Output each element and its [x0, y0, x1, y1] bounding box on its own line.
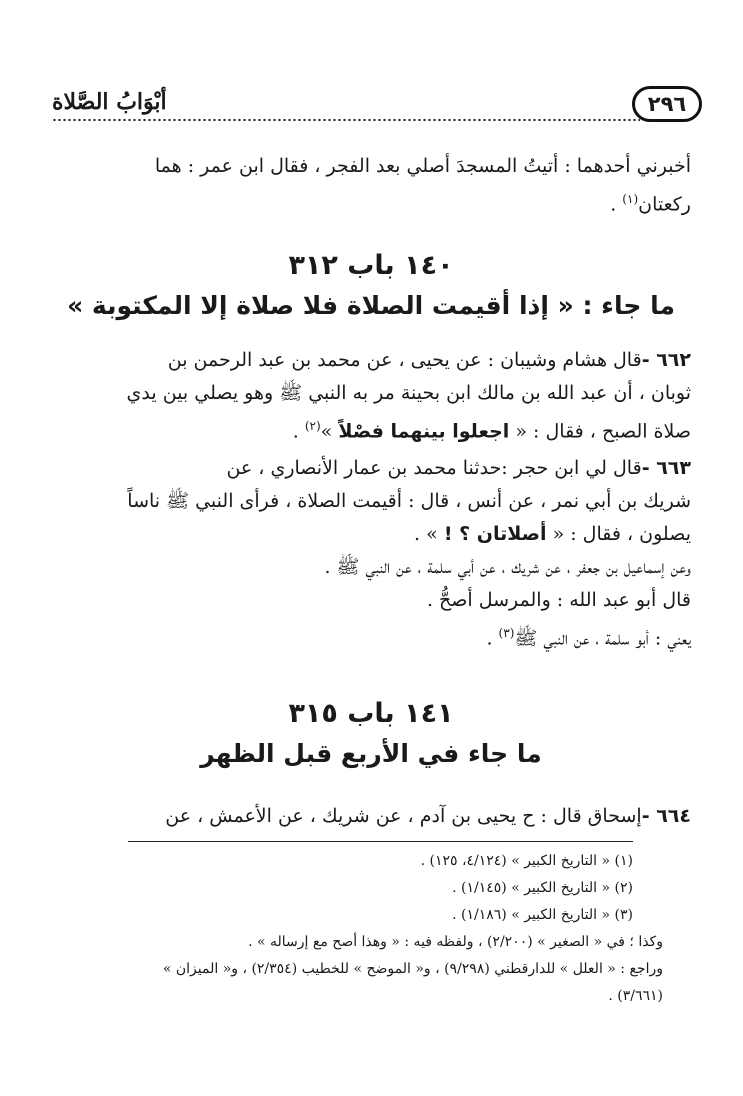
footnote-separator — [128, 841, 633, 842]
hadith-number: ٦٦٤ - — [641, 805, 691, 827]
hadith-663-line-6: يعني : أبو سلمة ، عن النبي ﷺ$^{(٣)}$ . — [486, 626, 691, 650]
hadith-664-line-1: ٦٦٤ -إسحاق قال : ح يحيى بن آدم ، عن شريك ، عن الأعمش ، عن — [165, 805, 691, 827]
hadith-number: ٦٦٣ - — [641, 457, 691, 479]
footnote-3-see-also: وراجع : « العلل » للدارقطني (٩/٢٩٨) ، و« الموضح » للخطيب (٢/٣٥٤) ، و« الميزان » — [162, 961, 663, 977]
footnote-1: (١) « التاريخ الكبير » (٤/١٢٤، ١٢٥) . — [420, 853, 633, 869]
footnote-3-note: وكذا ؛ في « الصغير » (٢/٢٠٠) ، ولفظه فيه : « وهذا أصح مع إرساله » . — [248, 934, 663, 950]
hadith-662-line-1: ٦٦٢ -قال هشام وشيبان : عن يحيى ، عن محمد بن عبد الرحمن بن — [167, 349, 691, 371]
chapter-number: ١٤٠ باب ٣١٢ — [288, 250, 454, 281]
hadith-663-line-5: قال أبو عبد الله : والمرسل أصحُّ . — [426, 589, 691, 611]
header-dotted-rule — [52, 118, 640, 122]
hadith-663-line-4: وعن إسماعيل بن جعفر ، عن شريك ، عن أبي سلمة ، عن النبي ﷺ . — [324, 556, 691, 578]
hadith-664 — [51, 800, 691, 833]
footnote-ref-3[interactable]: (٣) — [498, 626, 515, 640]
hadith-663-line-3: يصلون ، فقال : « أصلاتان ؟ ! » . — [414, 523, 691, 545]
prophetic-saying: أصلاتان ؟ ! — [443, 523, 547, 545]
intro-line-2: ركعتان$^{(١)}$ . — [610, 192, 691, 216]
chapter-140-heading — [51, 246, 691, 326]
chapter-title: ما جاء في الأربع قبل الظهر — [200, 739, 542, 768]
prophetic-saying: اجعلوا بينهما فصْلاً — [338, 420, 510, 443]
hadith-663-line-2: شريك بن أبي نمر ، عن أنس ، قال : أقيمت الصلاة ، فرأى النبي ﷺ ناساً — [127, 490, 691, 512]
footnote-3-see-also-cont: (٣/٦٦١) . — [608, 988, 663, 1004]
intro-paragraph — [51, 150, 691, 221]
hadith-number: ٦٦٢ - — [641, 349, 691, 371]
hadith-662 — [51, 344, 691, 448]
chapter-141-heading — [51, 694, 691, 774]
footnote-3: (٣) « التاريخ الكبير » (١/١٨٦) . — [452, 907, 633, 923]
footnote-2: (٢) « التاريخ الكبير » (١/١٤٥) . — [452, 880, 633, 896]
running-header — [52, 82, 702, 126]
intro-line-1: أخبرني أحدهما : أتيتُ المسجدَ أصلي بعد الفجر ، فقال ابن عمر : هما — [154, 155, 691, 177]
hadith-663 — [51, 452, 691, 655]
chapter-number: ١٤١ باب ٣١٥ — [288, 698, 454, 729]
footnotes — [113, 848, 663, 1010]
hadith-662-line-2: ثوبان ، أن عبد الله بن مالك ابن بحينة مر به النبي ﷺ وهو يصلي بين يدي — [126, 382, 691, 404]
running-title: أبْوَابُ الصَّلاة — [52, 89, 167, 115]
footnote-ref-2[interactable]: (٢) — [304, 419, 321, 433]
hadith-662-line-3: صلاة الصبح ، فقال : « اجعلوا بينهما فصْلاً »$^{(٢)}$ . — [292, 419, 691, 443]
chapter-title: ما جاء : « إذا أقيمت الصلاة فلا صلاة إلا المكتوبة » — [67, 291, 675, 320]
hadith-663-line-1: ٦٦٣ -قال لي ابن حجر :حدثنا محمد بن عمار الأنصاري ، عن — [226, 457, 691, 479]
page-number: ٢٩٦ — [632, 86, 702, 122]
footnote-ref-1[interactable]: (١) — [622, 192, 639, 206]
